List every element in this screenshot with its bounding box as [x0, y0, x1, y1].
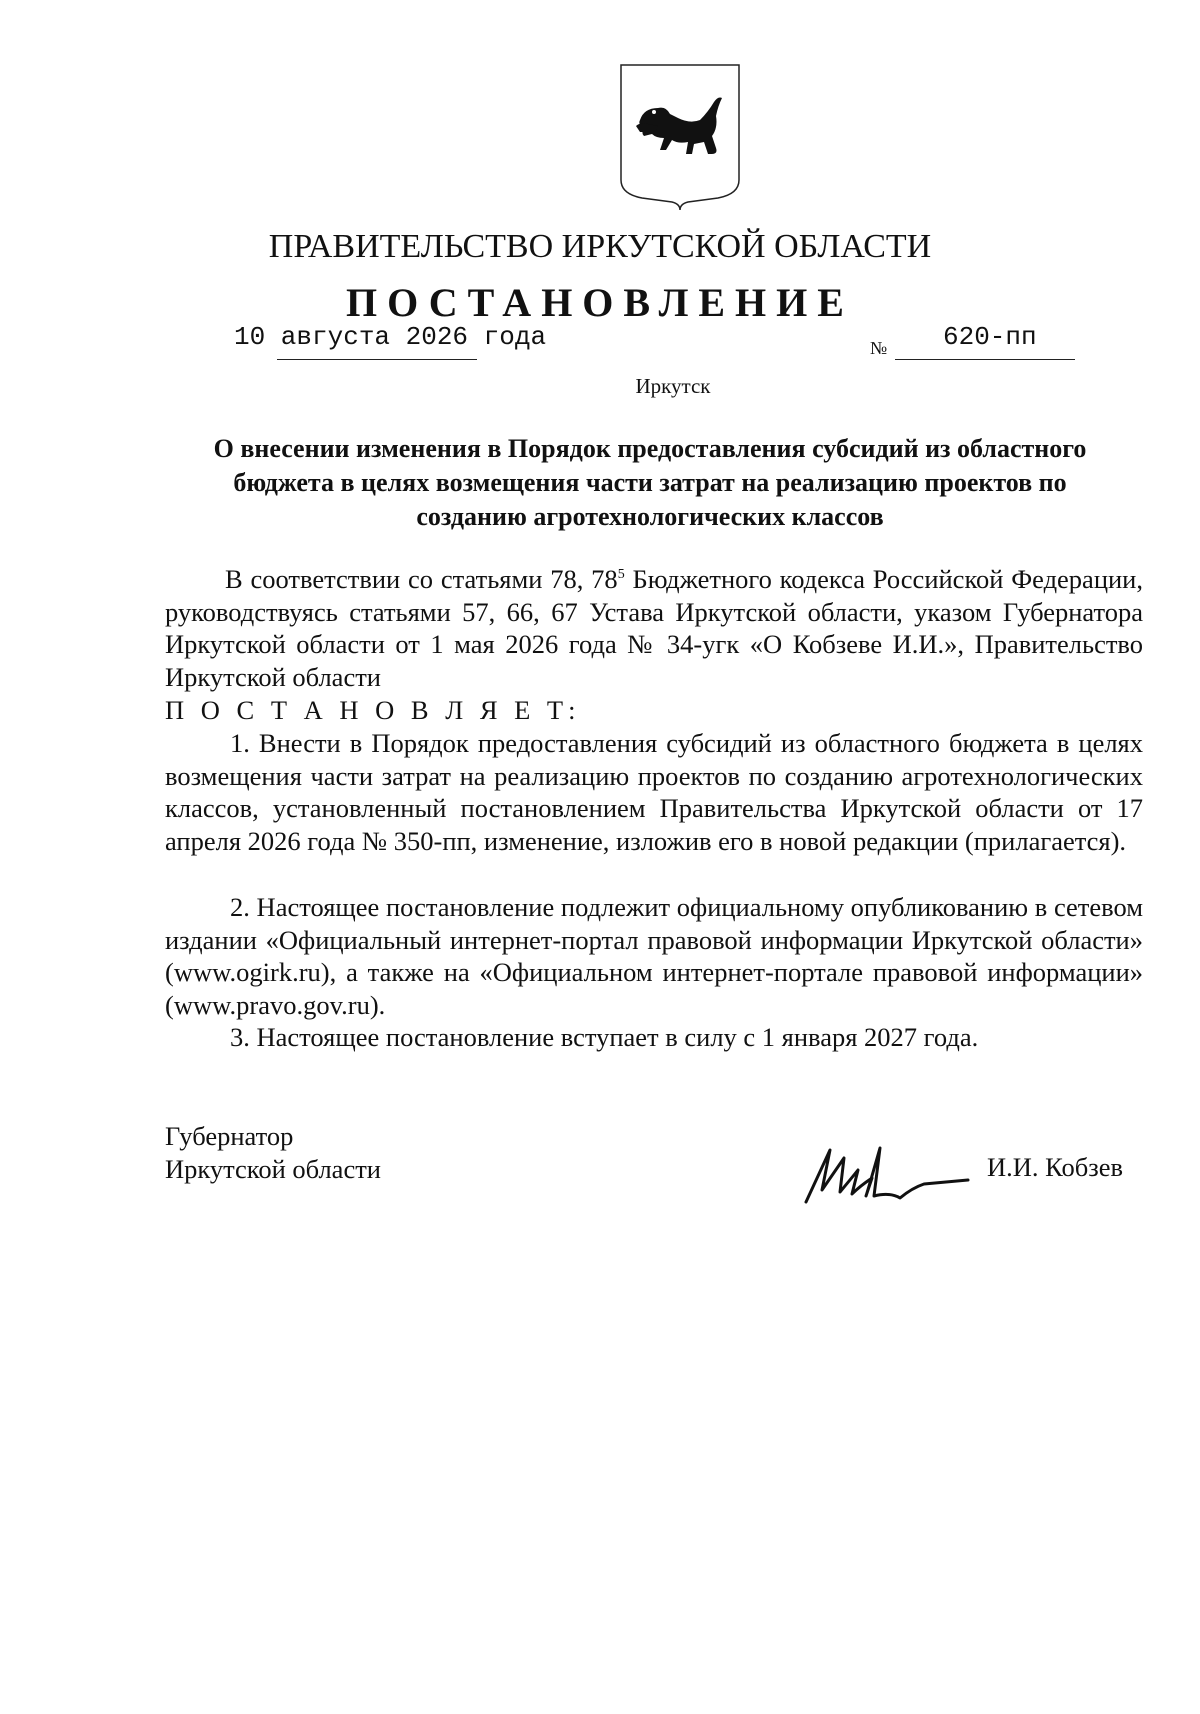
- preamble-paragraph: [165, 563, 1143, 693]
- document-number: 620-пп: [943, 322, 1037, 352]
- title-line-2: бюджета в целях возмещения части затрат на реализацию проектов по: [233, 468, 1067, 497]
- date-underline: [277, 359, 477, 360]
- number-sign: №: [870, 338, 888, 358]
- signatory-name: И.И. Кобзев: [987, 1152, 1123, 1182]
- signatory-position-line-1: Губернатор: [165, 1121, 294, 1151]
- document-type: ПОСТАНОВЛЕНИЕ: [346, 280, 854, 325]
- title-line-3: созданию агротехнологических классов: [416, 502, 884, 531]
- number-underline: [895, 359, 1075, 360]
- preamble-text-2: Бюджетного кодекса Российской Федерации, руководствуясь статьями 57, 66, 67 Устава Иркутской области, указом Губернатора Иркутской области от 1 мая 2026 года № 34-угк «О Кобзеве И.И.», Правительство Иркутской области: [165, 564, 1143, 692]
- handwritten-signature: [800, 1140, 970, 1210]
- item-1: 1. Внести в Порядок предоставления субсидий из областного бюджета в целях возмещения части затрат на реализацию проектов по созданию агротехнологических классов, установленный постановлением Правительства Иркутской области от 17 апреля 2026 года № 350-пп, изменение, изложив его в новой редакции (прилагается).: [165, 728, 1143, 856]
- city: Иркутск: [635, 374, 711, 398]
- coat-of-arms-emblem: [618, 62, 742, 212]
- item-2: 2. Настоящее постановление подлежит официальному опубликованию в сетевом издании «Официальный интернет-портал правовой информации Иркутской области» (www.ogirk.ru), а также на «Официальном интернет-портале правовой информации» (www.pravo.gov.ru).: [165, 892, 1143, 1020]
- title-line-1: О внесении изменения в Порядок предоставления субсидий из областного: [213, 434, 1087, 463]
- decree-word: П О С Т А Н О В Л Я Е Т:: [165, 695, 581, 725]
- document-title: [160, 432, 1140, 534]
- signatory-position-line-2: Иркутской области: [165, 1154, 381, 1184]
- item-3: 3. Настоящее постановление вступает в силу с 1 января 2027 года.: [230, 1022, 979, 1052]
- organization-name: ПРАВИТЕЛЬСТВО ИРКУТСКОЙ ОБЛАСТИ: [268, 228, 932, 265]
- preamble-text-1: В соответствии со статьями 78, 78: [225, 564, 618, 594]
- signatory-position: [165, 1120, 381, 1186]
- document-date: 10 августа 2026 года: [234, 322, 547, 352]
- preamble-superscript: 5: [617, 567, 625, 583]
